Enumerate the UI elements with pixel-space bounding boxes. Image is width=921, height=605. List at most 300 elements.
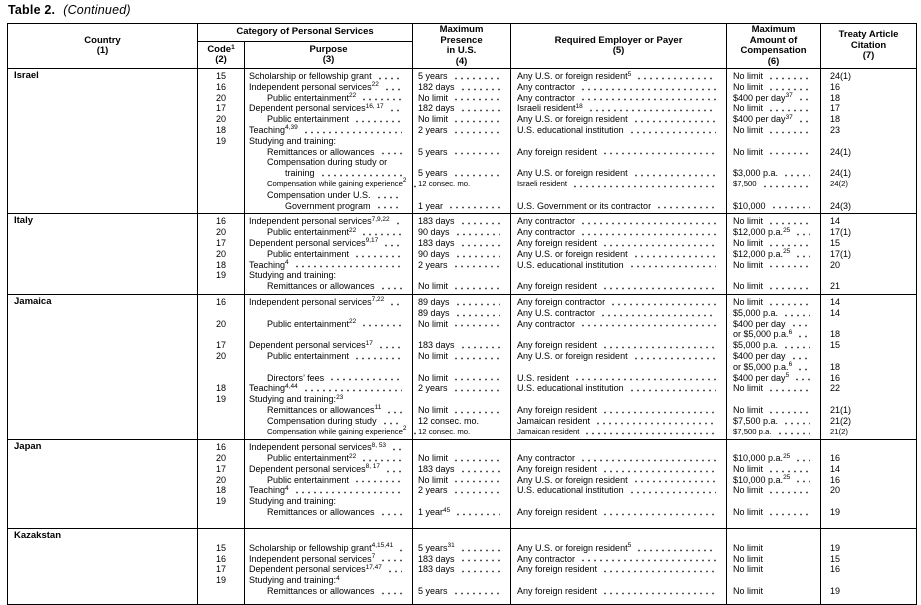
dot-leader (303, 389, 402, 392)
header-purpose: Purpose (3) (245, 42, 413, 69)
cell-code: 19 (198, 575, 245, 586)
cell-treaty-citation: 21(1) (821, 405, 917, 416)
dot-leader (386, 411, 402, 414)
dot-leader (768, 244, 810, 247)
cell-max-presence (413, 394, 511, 405)
dot-leader (768, 513, 810, 516)
dot-leader (762, 185, 810, 188)
cell-required-employer (511, 440, 727, 453)
cell-required-employer: Israeli resident (511, 179, 727, 190)
dot-leader (795, 255, 810, 258)
cell-code: 17 (198, 238, 245, 249)
dot-leader (768, 152, 810, 155)
cell-code: 17 (198, 103, 245, 114)
cell-purpose: Teaching$^4$ (245, 260, 413, 271)
section-israel (8, 69, 917, 214)
cell-max-compensation: $5,000 p.a. (727, 308, 821, 319)
cell-max-compensation: No limit (727, 147, 821, 158)
cell-purpose: Dependent personal services$^{8, 17}$ (245, 464, 413, 475)
cell-treaty-citation: 17(1) (821, 249, 917, 260)
cell-treaty-citation (821, 157, 917, 168)
cell-max-presence: No limit (413, 373, 511, 384)
dot-leader (460, 109, 500, 112)
dot-leader (455, 314, 500, 317)
cell-treaty-citation: 19 (821, 543, 917, 554)
cell-code (198, 147, 245, 158)
cell-required-employer (511, 270, 727, 281)
cell-code: 17 (198, 464, 245, 475)
dot-leader (398, 549, 403, 552)
dot-leader (361, 233, 402, 236)
cell-treaty-citation: 19 (821, 586, 917, 604)
cell-required-employer: Any contractor (511, 554, 727, 565)
cell-max-presence: No limit (413, 319, 511, 330)
cell-max-presence (413, 157, 511, 168)
dot-leader (602, 411, 716, 414)
cell-required-employer (511, 394, 727, 405)
cell-purpose: Government program (245, 201, 413, 214)
cell-required-employer: Any foreign resident (511, 507, 727, 528)
country-name: Japan (14, 441, 42, 453)
dot-leader (602, 287, 716, 290)
cell-max-presence (413, 362, 511, 373)
cell-max-presence (413, 329, 511, 340)
cell-max-compensation: or $5,000 p.a.$^6$ (727, 362, 821, 373)
cell-max-compensation: No limit (727, 294, 821, 307)
dot-leader (633, 120, 716, 123)
cell-max-compensation: No limit (727, 464, 821, 475)
cell-purpose: Independent personal services$^{7,9,22}$ (245, 214, 413, 227)
cell-treaty-citation: 24(2) (821, 179, 917, 190)
spacer-row (8, 528, 917, 543)
cell-required-employer: U.S. educational institution (511, 125, 727, 136)
cell-required-employer: Jamaican resident (511, 427, 727, 440)
cell-purpose (245, 308, 413, 319)
header-max-compensation: Maximum Amount of Compensation (6) (727, 24, 821, 69)
cell-max-presence: No limit (413, 405, 511, 416)
cell-purpose: Compensation during study (245, 416, 413, 427)
cell-purpose: Studying and training: (245, 136, 413, 147)
cell-treaty-citation (821, 496, 917, 507)
cell-max-compensation: No limit (727, 69, 821, 82)
cell-treaty-citation: 19 (821, 507, 917, 528)
dot-leader (453, 378, 500, 381)
dot-leader (395, 222, 402, 225)
country-name: Israel (14, 70, 39, 81)
dot-leader (584, 432, 716, 435)
cell-purpose: Independent personal services$^{22}$ (245, 82, 413, 93)
cell-max-compensation: No limit (727, 103, 821, 114)
cell-purpose: Dependent personal services$^{16, 17}$ (245, 103, 413, 114)
cell-max-presence: 5 years (413, 586, 511, 604)
dot-leader (460, 346, 500, 349)
dot-leader (294, 491, 402, 494)
dot-leader (580, 88, 716, 91)
dot-leader (354, 480, 402, 483)
cell-max-compensation: No limit (727, 543, 821, 554)
dot-leader (361, 324, 402, 327)
cell-treaty-citation: 18 (821, 114, 917, 125)
cell-treaty-citation: 21(2) (821, 416, 917, 427)
dot-leader (633, 255, 716, 258)
cell-required-employer (511, 157, 727, 168)
cell-required-employer: Any U.S. or foreign resident (511, 351, 727, 362)
cell-code: 18 (198, 485, 245, 496)
cell-max-compensation: $7,500 p.a. (727, 427, 821, 440)
cell-required-employer: Any U.S. or foreign resident$^5$ (511, 543, 727, 554)
dot-leader (354, 120, 402, 123)
table-row (8, 294, 917, 307)
cell-max-presence (413, 496, 511, 507)
cell-max-compensation: $400 per day$^5$ (727, 373, 821, 384)
cell-required-employer: Israeli resident$^{18}$ (511, 103, 727, 114)
table-row (8, 214, 917, 227)
cell-required-employer: Any foreign resident (511, 464, 727, 475)
dot-leader (768, 222, 810, 225)
dot-leader (797, 335, 810, 338)
cell-treaty-citation: 17(1) (821, 227, 917, 238)
cell-max-compensation: $400 per day (727, 319, 821, 330)
cell-code: 20 (198, 93, 245, 104)
header-treaty-citation: Treaty Article Citation (7) (821, 24, 917, 69)
cell-treaty-citation: 16 (821, 475, 917, 486)
cell-code: 18 (198, 125, 245, 136)
cell-required-employer: U.S. educational institution (511, 383, 727, 394)
cell-max-presence: 182 days (413, 103, 511, 114)
cell-required-employer: Any contractor (511, 227, 727, 238)
cell-required-employer: U.S. educational institution (511, 485, 727, 496)
cell-max-compensation: No limit (727, 554, 821, 565)
cell-purpose: Remittances or allowances$^{11}$ (245, 405, 413, 416)
cell-max-compensation (727, 394, 821, 405)
cell-treaty-citation: 21 (821, 281, 917, 294)
dot-leader (783, 346, 810, 349)
cell-treaty-citation: 24(1) (821, 147, 917, 158)
header-code: Code$^1$ (2) (198, 42, 245, 69)
header-country: Country (1) (84, 34, 121, 56)
cell-purpose: Remittances or allowances (245, 281, 413, 294)
cell-purpose: Studying and training: (245, 270, 413, 281)
cell-treaty-citation: 20 (821, 485, 917, 496)
dot-leader (602, 152, 716, 155)
cell-max-presence: No limit (413, 453, 511, 464)
cell-purpose: Public entertainment (245, 114, 413, 125)
dot-leader (600, 314, 716, 317)
cell-code (198, 405, 245, 416)
dot-leader (361, 98, 402, 101)
cell-max-presence: 2 years (413, 383, 511, 394)
dot-leader (629, 131, 716, 134)
dot-leader (294, 265, 402, 268)
dot-leader (453, 459, 500, 462)
dot-leader (636, 77, 716, 80)
dot-leader (580, 459, 716, 462)
dot-leader (572, 185, 716, 188)
section-kazakstan (8, 528, 917, 604)
cell-required-employer (511, 575, 727, 586)
cell-code: 20 (198, 227, 245, 238)
dot-leader (460, 549, 500, 552)
cell-required-employer (511, 136, 727, 147)
header-category-group: Category of Personal Services (198, 24, 413, 42)
cell-code: 15 (198, 543, 245, 554)
cell-purpose: Public entertainment (245, 351, 413, 362)
cell-treaty-citation: 18 (821, 93, 917, 104)
cell-max-presence (413, 528, 511, 543)
dot-leader (453, 389, 500, 392)
country-name: Kazakstan (14, 529, 61, 541)
cell-max-presence (413, 440, 511, 453)
cell-max-presence: 12 consec. mo. (413, 427, 511, 440)
cell-max-presence (413, 190, 511, 201)
cell-purpose: Teaching$^4$ (245, 485, 413, 496)
cell-max-presence: 183 days (413, 464, 511, 475)
dot-leader (382, 422, 402, 425)
cell-code: 18 (198, 260, 245, 271)
cell-max-compensation (727, 575, 821, 586)
dot-leader (602, 592, 716, 595)
dot-leader (455, 255, 500, 258)
dot-leader (768, 109, 810, 112)
dot-leader (453, 174, 500, 177)
cell-required-employer: Any U.S. or foreign resident (511, 114, 727, 125)
cell-code: 20 (198, 453, 245, 464)
cell-required-employer: Any U.S. or foreign resident (511, 249, 727, 260)
cell-required-employer: Any U.S. contractor (511, 308, 727, 319)
cell-max-presence: 12 consec. mo. (413, 416, 511, 427)
cell-max-presence: 90 days (413, 227, 511, 238)
dot-leader (791, 357, 810, 360)
dot-leader (453, 77, 500, 80)
cell-purpose: Public entertainment (245, 249, 413, 260)
dot-leader (768, 389, 810, 392)
cell-code: 19 (198, 394, 245, 405)
dot-leader (460, 88, 500, 91)
dot-leader (376, 206, 402, 209)
dot-leader (798, 98, 810, 101)
country-name: Italy (14, 215, 34, 227)
cell-purpose (245, 362, 413, 373)
cell-treaty-citation: 15 (821, 554, 917, 565)
cell-treaty-citation (821, 394, 917, 405)
cell-purpose: Studying and training:$^{23}$ (245, 394, 413, 405)
dot-leader (453, 152, 500, 155)
cell-max-compensation: No limit (727, 260, 821, 271)
cell-max-compensation: No limit (727, 507, 821, 528)
dot-leader (453, 287, 500, 290)
cell-treaty-citation: 14 (821, 308, 917, 319)
cell-required-employer: Any contractor (511, 82, 727, 93)
cell-treaty-citation: 15 (821, 238, 917, 249)
dot-leader (361, 459, 402, 462)
dot-leader (453, 480, 500, 483)
section-italy (8, 214, 917, 295)
dot-leader (595, 422, 716, 425)
header-max-presence: Maximum Presence in U.S. (4) (413, 24, 511, 69)
page-title (8, 3, 921, 17)
dot-leader (656, 206, 716, 209)
dot-leader (768, 303, 810, 306)
cell-max-compensation: $10,000 p.a.$^{25}$ (727, 475, 821, 486)
dot-leader (580, 324, 716, 327)
cell-max-compensation (727, 157, 821, 168)
cell-max-presence: 90 days (413, 249, 511, 260)
cell-max-presence: No limit (413, 93, 511, 104)
cell-treaty-citation: 24(1) (821, 168, 917, 179)
cell-code (198, 329, 245, 340)
cell-purpose: Independent personal services$^{7,22}$ (245, 294, 413, 307)
cell-max-compensation: No limit (727, 586, 821, 604)
cell-purpose: Compensation while gaining experience$^2$ (245, 179, 413, 190)
cell-purpose: Dependent personal services$^{17,47}$ (245, 564, 413, 575)
dot-leader (453, 411, 500, 414)
cell-max-presence: 1 year$^{45}$ (413, 507, 511, 528)
cell-max-presence: 183 days (413, 554, 511, 565)
cell-required-employer (511, 329, 727, 340)
dot-leader (460, 222, 500, 225)
cell-purpose: Scholarship or fellowship grant (245, 69, 413, 82)
cell-code (198, 362, 245, 373)
cell-purpose: Scholarship or fellowship grant$^{4,15,41}$ (245, 543, 413, 554)
cell-treaty-citation: 16 (821, 82, 917, 93)
cell-purpose: Dependent personal services$^{9,17}$ (245, 238, 413, 249)
cell-treaty-citation: 14 (821, 214, 917, 227)
cell-required-employer: Any contractor (511, 214, 727, 227)
cell-max-presence: 5 years (413, 168, 511, 179)
cell-treaty-citation: 15 (821, 340, 917, 351)
cell-max-compensation: $12,000 p.a.$^{25}$ (727, 227, 821, 238)
dot-leader (329, 378, 402, 381)
cell-purpose: Dependent personal services$^{17}$ (245, 340, 413, 351)
cell-required-employer: Any contractor (511, 93, 727, 104)
dot-leader (453, 265, 500, 268)
cell-required-employer (511, 362, 727, 373)
cell-max-presence: 183 days (413, 564, 511, 575)
cell-code (198, 528, 245, 543)
cell-required-employer: U.S. Government or its contractor (511, 201, 727, 214)
cell-code: 19 (198, 270, 245, 281)
dot-leader (380, 513, 402, 516)
cell-max-compensation: $10,000 (727, 201, 821, 214)
cell-code (198, 281, 245, 294)
cell-max-presence: 5 years$^{31}$ (413, 543, 511, 554)
dot-leader (412, 185, 417, 188)
cell-required-employer: U.S. educational institution (511, 260, 727, 271)
cell-max-compensation (727, 190, 821, 201)
cell-treaty-citation: 17 (821, 103, 917, 114)
cell-max-presence: 183 days (413, 214, 511, 227)
cell-code: 20 (198, 114, 245, 125)
cell-required-employer: Any U.S. or foreign resident$^5$ (511, 69, 727, 82)
dot-leader (460, 559, 500, 562)
cell-treaty-citation (821, 190, 917, 201)
country-name: Jamaica (14, 295, 52, 307)
cell-code: 20 (198, 475, 245, 486)
cell-purpose: Public entertainment (245, 475, 413, 486)
cell-code (198, 201, 245, 214)
cell-purpose (245, 528, 413, 543)
cell-purpose: Compensation under U.S. (245, 190, 413, 201)
dot-leader (633, 480, 716, 483)
cell-code: 16 (198, 82, 245, 93)
dot-leader (453, 324, 500, 327)
cell-max-compensation: $400 per day$^{37}$ (727, 93, 821, 104)
dot-leader (389, 109, 402, 112)
dot-leader (610, 303, 716, 306)
dot-leader (303, 131, 402, 134)
dot-leader (768, 287, 810, 290)
cell-purpose: Compensation during study or (245, 157, 413, 168)
cell-treaty-citation (821, 528, 917, 543)
dot-leader (602, 244, 716, 247)
cell-max-compensation: $12,000 p.a.$^{25}$ (727, 249, 821, 260)
cell-purpose: Remittances or allowances (245, 507, 413, 528)
cell-treaty-citation (821, 351, 917, 362)
cell-max-presence: 1 year (413, 201, 511, 214)
header-required-employer: Required Employer or Payer (5) (511, 24, 727, 69)
cell-max-presence (413, 270, 511, 281)
cell-code (198, 416, 245, 427)
cell-max-compensation: No limit (727, 485, 821, 496)
treaty-table (7, 23, 917, 605)
cell-max-presence: No limit (413, 114, 511, 125)
cell-purpose: Compensation while gaining experience$^2$ (245, 427, 413, 440)
cell-required-employer: Any foreign resident (511, 586, 727, 604)
dot-leader (448, 206, 500, 209)
cell-purpose (245, 329, 413, 340)
dot-leader (580, 233, 716, 236)
cell-treaty-citation: 21(2) (821, 427, 917, 440)
dot-leader (354, 357, 402, 360)
cell-required-employer: Any U.S. or foreign resident (511, 168, 727, 179)
cell-code: 18 (198, 383, 245, 394)
dot-leader (380, 559, 402, 562)
cell-code: 16 (198, 214, 245, 227)
cell-treaty-citation (821, 270, 917, 281)
cell-required-employer: Any foreign resident (511, 340, 727, 351)
cell-treaty-citation (821, 440, 917, 453)
cell-code (198, 179, 245, 190)
cell-treaty-citation (821, 136, 917, 147)
dot-leader (602, 513, 716, 516)
dot-leader (777, 432, 811, 435)
cell-treaty-citation: 24(1) (821, 69, 917, 82)
cell-code: 20 (198, 249, 245, 260)
cell-purpose: Teaching$^{4,39}$ (245, 125, 413, 136)
cell-max-presence: 182 days (413, 82, 511, 93)
cell-max-compensation: $5,000 p.a. (727, 340, 821, 351)
cell-treaty-citation: 22 (821, 383, 917, 394)
dot-leader (389, 303, 402, 306)
cell-max-compensation (727, 270, 821, 281)
cell-required-employer: U.S. resident (511, 373, 727, 384)
dot-leader (385, 470, 402, 473)
dot-leader (768, 88, 810, 91)
cell-code: 17 (198, 340, 245, 351)
cell-required-employer: Any contractor (511, 453, 727, 464)
cell-max-compensation: No limit (727, 281, 821, 294)
cell-required-employer: Any foreign resident (511, 564, 727, 575)
dot-leader (783, 422, 810, 425)
cell-code (198, 427, 245, 440)
cell-purpose: Independent personal services$^{8, 53}$ (245, 440, 413, 453)
cell-max-presence: 12 consec. mo. (413, 179, 511, 190)
cell-required-employer: Any foreign resident (511, 281, 727, 294)
cell-treaty-citation: 18 (821, 329, 917, 340)
cell-max-compensation (727, 496, 821, 507)
cell-max-presence (413, 136, 511, 147)
cell-max-compensation (727, 440, 821, 453)
